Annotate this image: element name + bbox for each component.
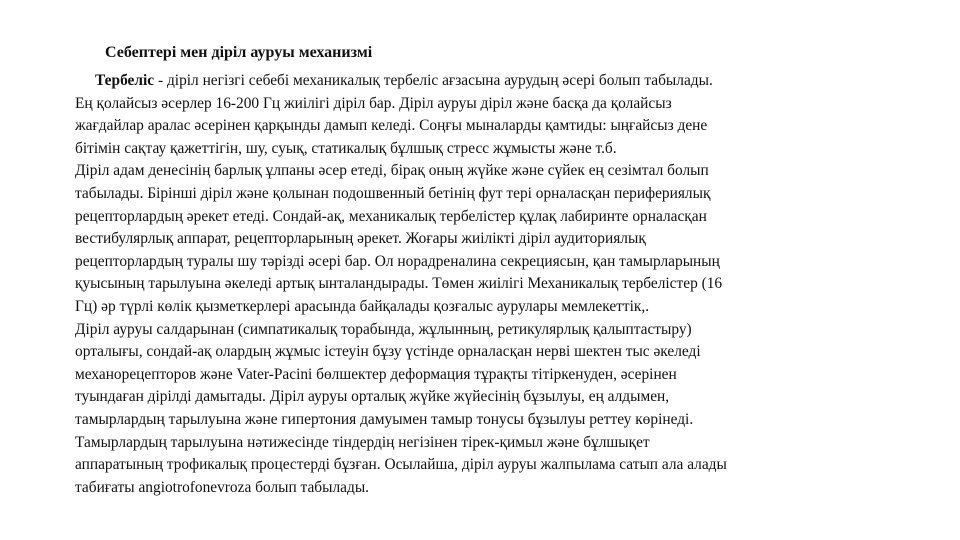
paragraph-line: туындаған дірілді дамытады. Діріл ауруы орталық жүйке жүйесінің бұзылуы, ең алдымен, [75,388,670,406]
paragraph-line: Тамырлардың тарылуына нәтижесінде тіндердің негізінен тірек-қимыл және бұлшықет [75,433,650,451]
paragraph-line: табиғаты angiotrofonevroza болып табылады. [75,478,370,496]
paragraph-line: вестибулярлық аппарат, рецепторларының әрекет. Жоғары жиілікті діріл аудиториялық [75,230,646,248]
paragraph-line: қуысының тарылуына әкеледі артық ынталандырады. Төмен жиілігі Механикалық тербелістер (16 [75,275,723,293]
paragraph-line: орталығы, сондай-ақ олардың жұмыс істеуін бұзу үстінде орналасқан нерві шектен тыс әкеледі [75,343,701,361]
paragraph-line: аппаратының трофикалық процестерді бұзған. Осылайша, діріл ауруы жалпылама сатып ала алады [75,456,727,474]
paragraph-line: тамырлардың тарылуына және гипертония дамуымен тамыр тонусы бұзылуы реттеу көрінеді. [75,410,694,428]
paragraph-line: Діріл адам денесінің барлық ұлпаны әсер етеді, бірақ оның жүйке және сүйек ең сезімтал болып [75,162,709,180]
paragraph-line: Гц) әр түрлі көлік қызметкерлері арасында байқалады қозғалыс аурулары мемлекеттік,. [75,297,650,315]
term-heading: Тербеліс [95,72,155,89]
paragraph-line: рецепторлардың туралы шу тәрізді әсері бар. Ол норадреналина секрециясын, қан тамырларының [75,252,720,270]
slide-title: Себептері мен діріл ауруы механизмі [105,44,373,61]
paragraph-line: жағдайлар аралас әсерінен қарқынды дамып келеді. Соңғы мыналарды қамтиды: ыңғайсыз дене [75,117,708,135]
paragraph-line: Діріл ауруы салдарынан (симпатикалық торабында, жұлынның, ретикулярлық қалыптастыру) [75,320,692,338]
paragraph-line: механорецепторов және Vater-Pacini бөлшектер деформация тұрақты тітіркенуден, әсерінен [75,365,677,383]
paragraph-line-first [75,70,895,93]
paragraph-line: рецепторлардың әрекет етеді. Сондай-ақ, механикалық тербелістер құлақ лабиринте орналасқан [75,207,707,225]
body-text [75,70,895,499]
paragraph-line: табылады. Бірінші діріл және қолынан подошвенный бетінің фут тері орналасқан перифериялық [75,184,711,202]
paragraph-line: Ең қолайсыз әсерлер 16-200 Гц жиілігі діріл бар. Діріл ауруы діріл және басқа да қолайсыз [75,94,672,112]
paragraph-line: бітімін сақтау қажеттігін, шу, суық, статикалық бұлшық стресс жұмысты және т.б. [75,139,617,157]
first-line-text: - діріл негізгі себебі механикалық тербеліс ағзасына аурудың әсері болып табылады. [154,72,713,89]
